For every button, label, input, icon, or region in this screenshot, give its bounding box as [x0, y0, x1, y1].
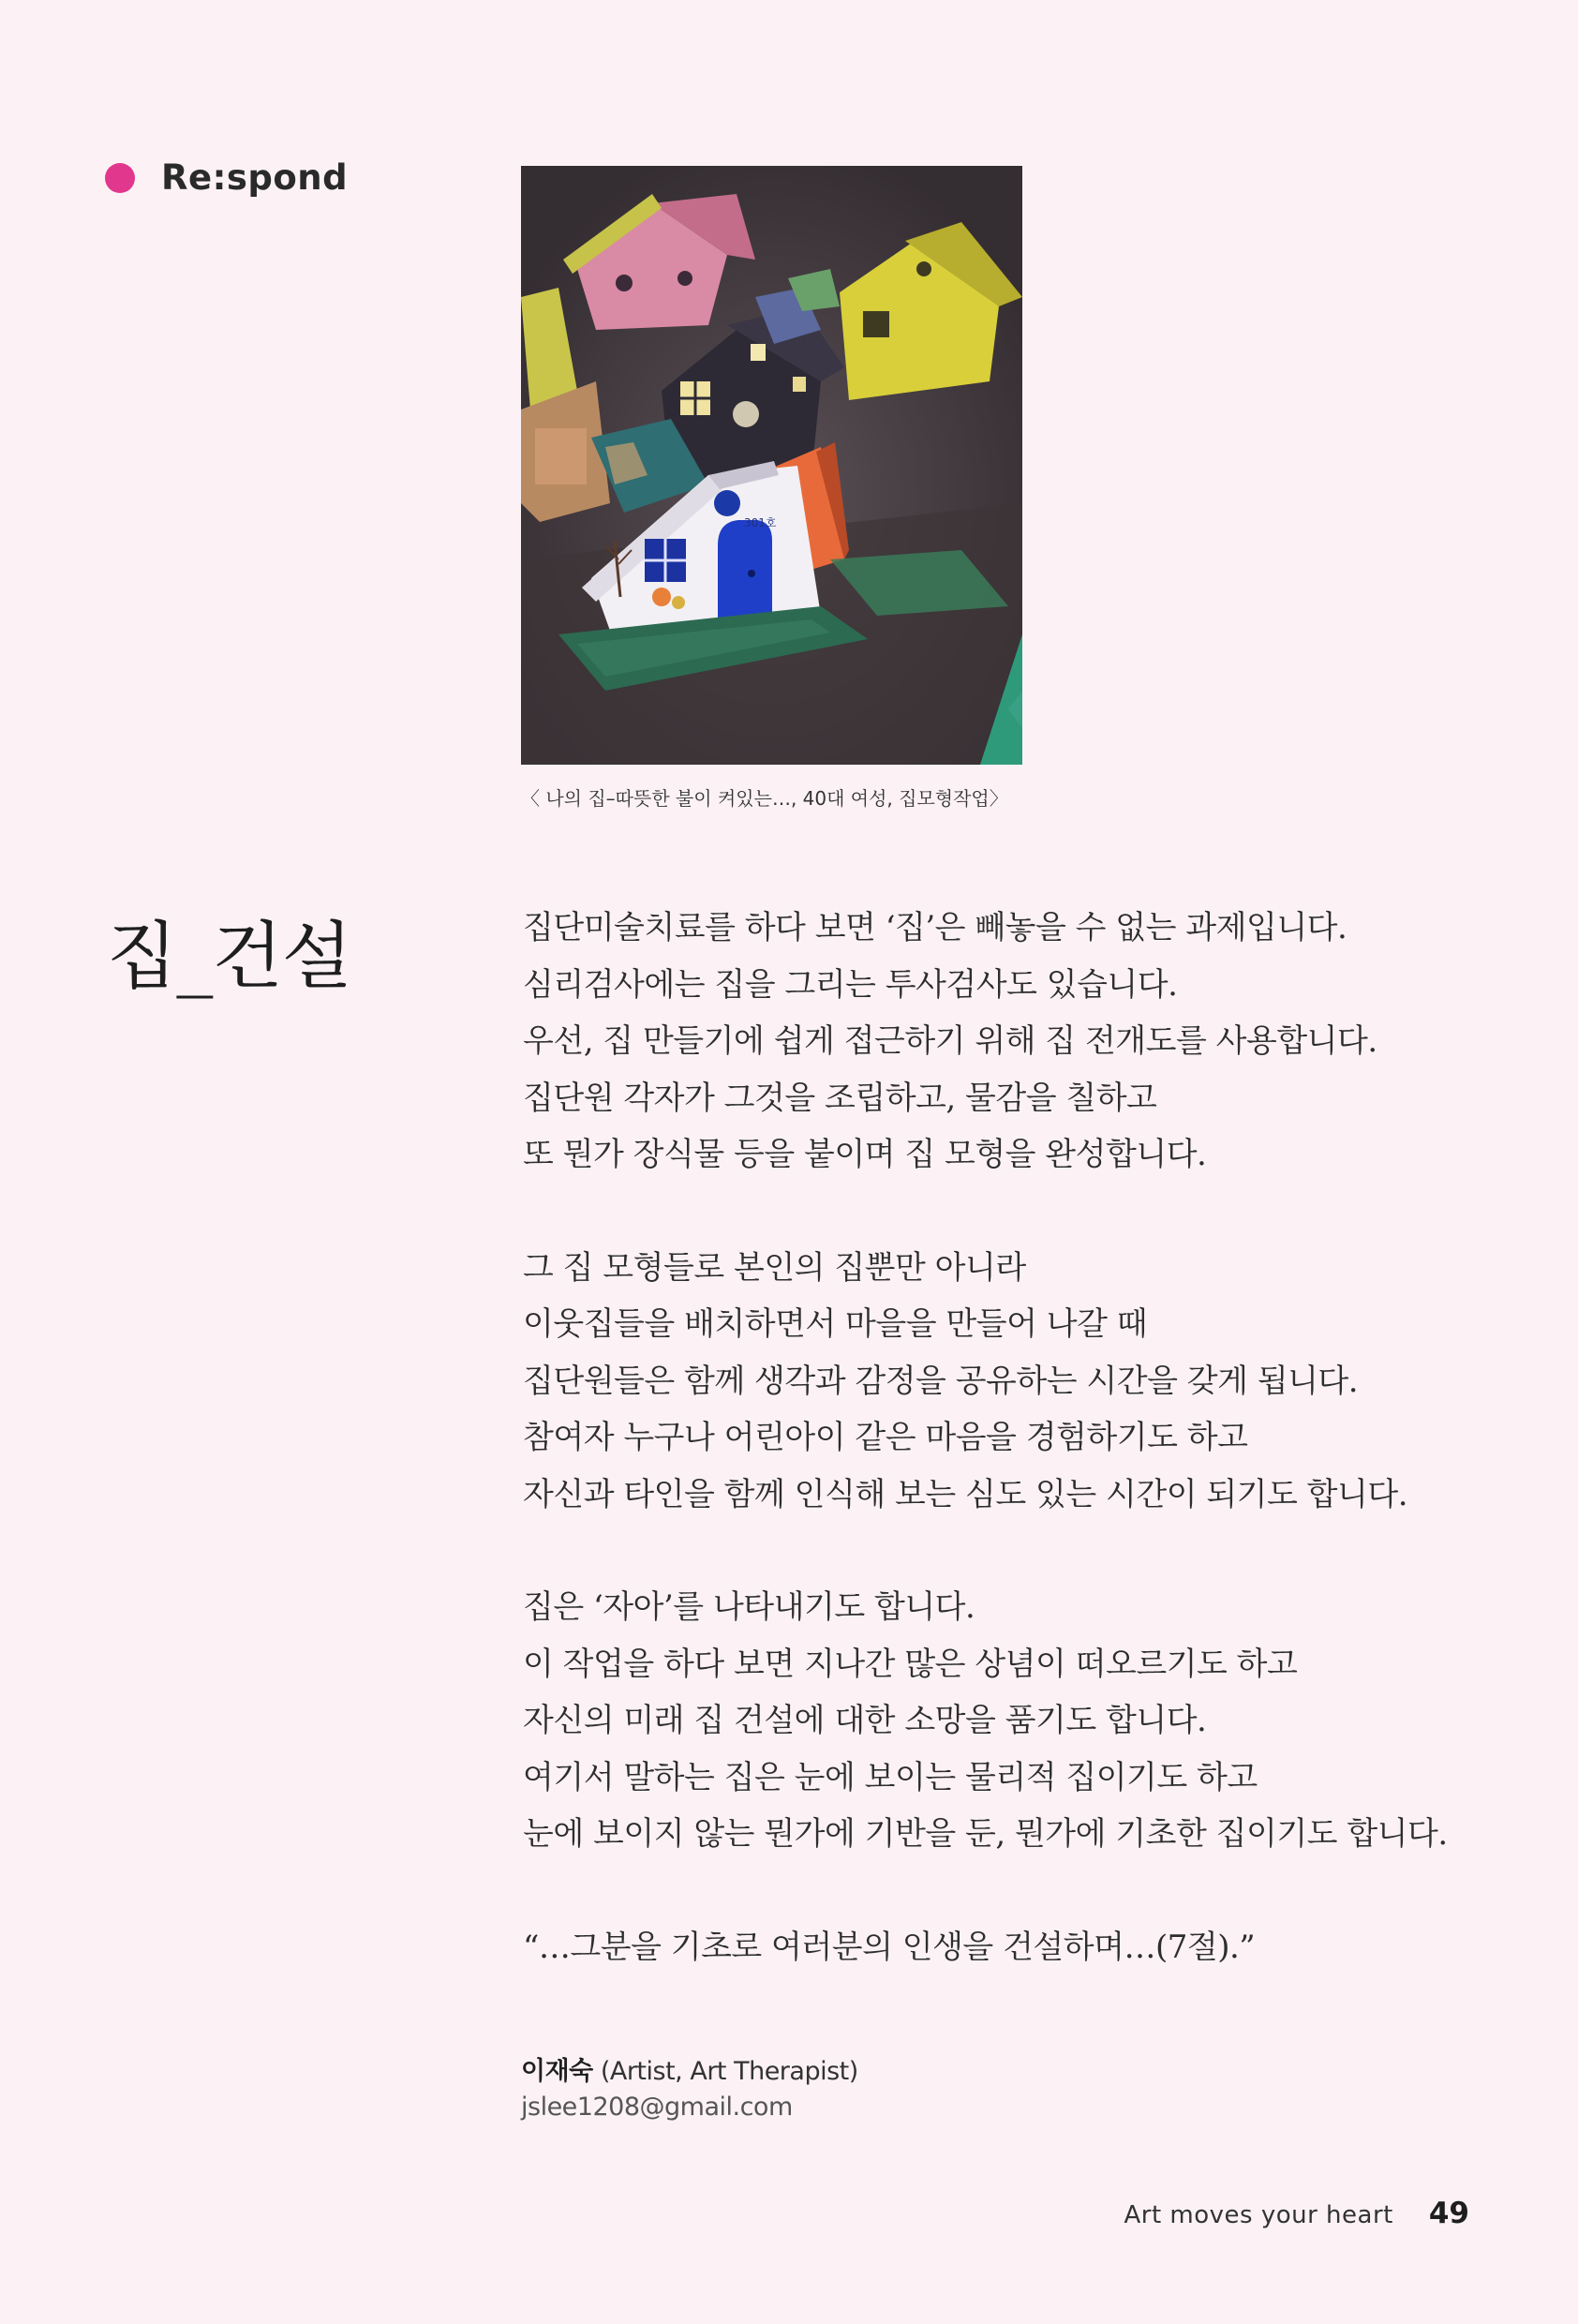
house-model-photo	[521, 166, 1022, 765]
author-role: (Artist, Art Therapist)	[592, 2057, 858, 2086]
body-line: 여기서 말하는 집은 눈에 보이는 물리적 집이기도 하고	[523, 1758, 1258, 1796]
body-line: 집단원들은 함께 생각과 감정을 공유하는 시간을 갖게 됩니다.	[523, 1362, 1359, 1400]
paragraph	[523, 1240, 1516, 1524]
body-line: 자신의 미래 집 건설에 대한 소망을 품기도 합니다.	[523, 1702, 1207, 1739]
section-label	[105, 157, 348, 198]
page-footer	[1124, 2197, 1469, 2230]
body-line: 참여자 누구나 어린아이 같은 마음을 경험하기도 하고	[523, 1419, 1248, 1456]
author-email: jslee1208@gmail.com	[521, 2093, 793, 2122]
paragraph	[523, 1579, 1516, 1863]
body-line: 심리검사에는 집을 그리는 투사검사도 있습니다.	[523, 965, 1178, 1004]
body-line: 집단미술치료를 하다 보면 ‘집’은 빼놓을 수 없는 과제입니다.	[523, 909, 1347, 946]
body-line: 집은 ‘자아’를 나타내기도 합니다.	[523, 1588, 975, 1626]
author-block	[521, 2050, 858, 2122]
page-number: 49	[1428, 2197, 1469, 2230]
body-line: 또 뭔가 장식물 등을 붙이며 집 모형을 완성합니다.	[523, 1136, 1207, 1173]
section-dot-icon	[105, 163, 135, 193]
body-line: 우선, 집 만들기에 쉽게 접근하기 위해 집 전개도를 사용합니다.	[523, 1022, 1377, 1060]
paragraph	[523, 900, 1516, 1184]
body-line: 눈에 보이지 않는 뭔가에 기반을 둔, 뭔가에 기초한 집이기도 합니다.	[523, 1815, 1448, 1853]
author-line	[521, 2050, 858, 2087]
article-title: 집_건설	[107, 915, 352, 999]
author-name: 이재숙	[521, 2057, 593, 2086]
article-body	[523, 900, 1516, 1975]
footer-tagline: Art moves your heart	[1124, 2201, 1393, 2229]
scripture-quote: “…그분을 기초로 여러분의 인생을 건설하며…(7절).”	[523, 1928, 1256, 1966]
body-line: 이웃집들을 배치하면서 마을을 만들어 나갈 때	[523, 1305, 1148, 1343]
photo-caption: 〈 나의 집–따뜻한 불이 켜있는…, 40대 여성, 집모형작업〉	[521, 787, 1008, 810]
body-line: 이 작업을 하다 보면 지나간 많은 상념이 떠오르기도 하고	[523, 1645, 1298, 1683]
body-line: 자신과 타인을 함께 인식해 보는 심도 있는 시간이 되기도 합니다.	[523, 1475, 1408, 1513]
body-line: 그 집 모형들로 본인의 집뿐만 아니라	[523, 1248, 1026, 1287]
body-line: 집단원 각자가 그것을 조립하고, 물감을 칠하고	[523, 1079, 1157, 1117]
section-label-text: Re:spond	[161, 157, 349, 198]
model-label: 301호	[744, 516, 777, 529]
